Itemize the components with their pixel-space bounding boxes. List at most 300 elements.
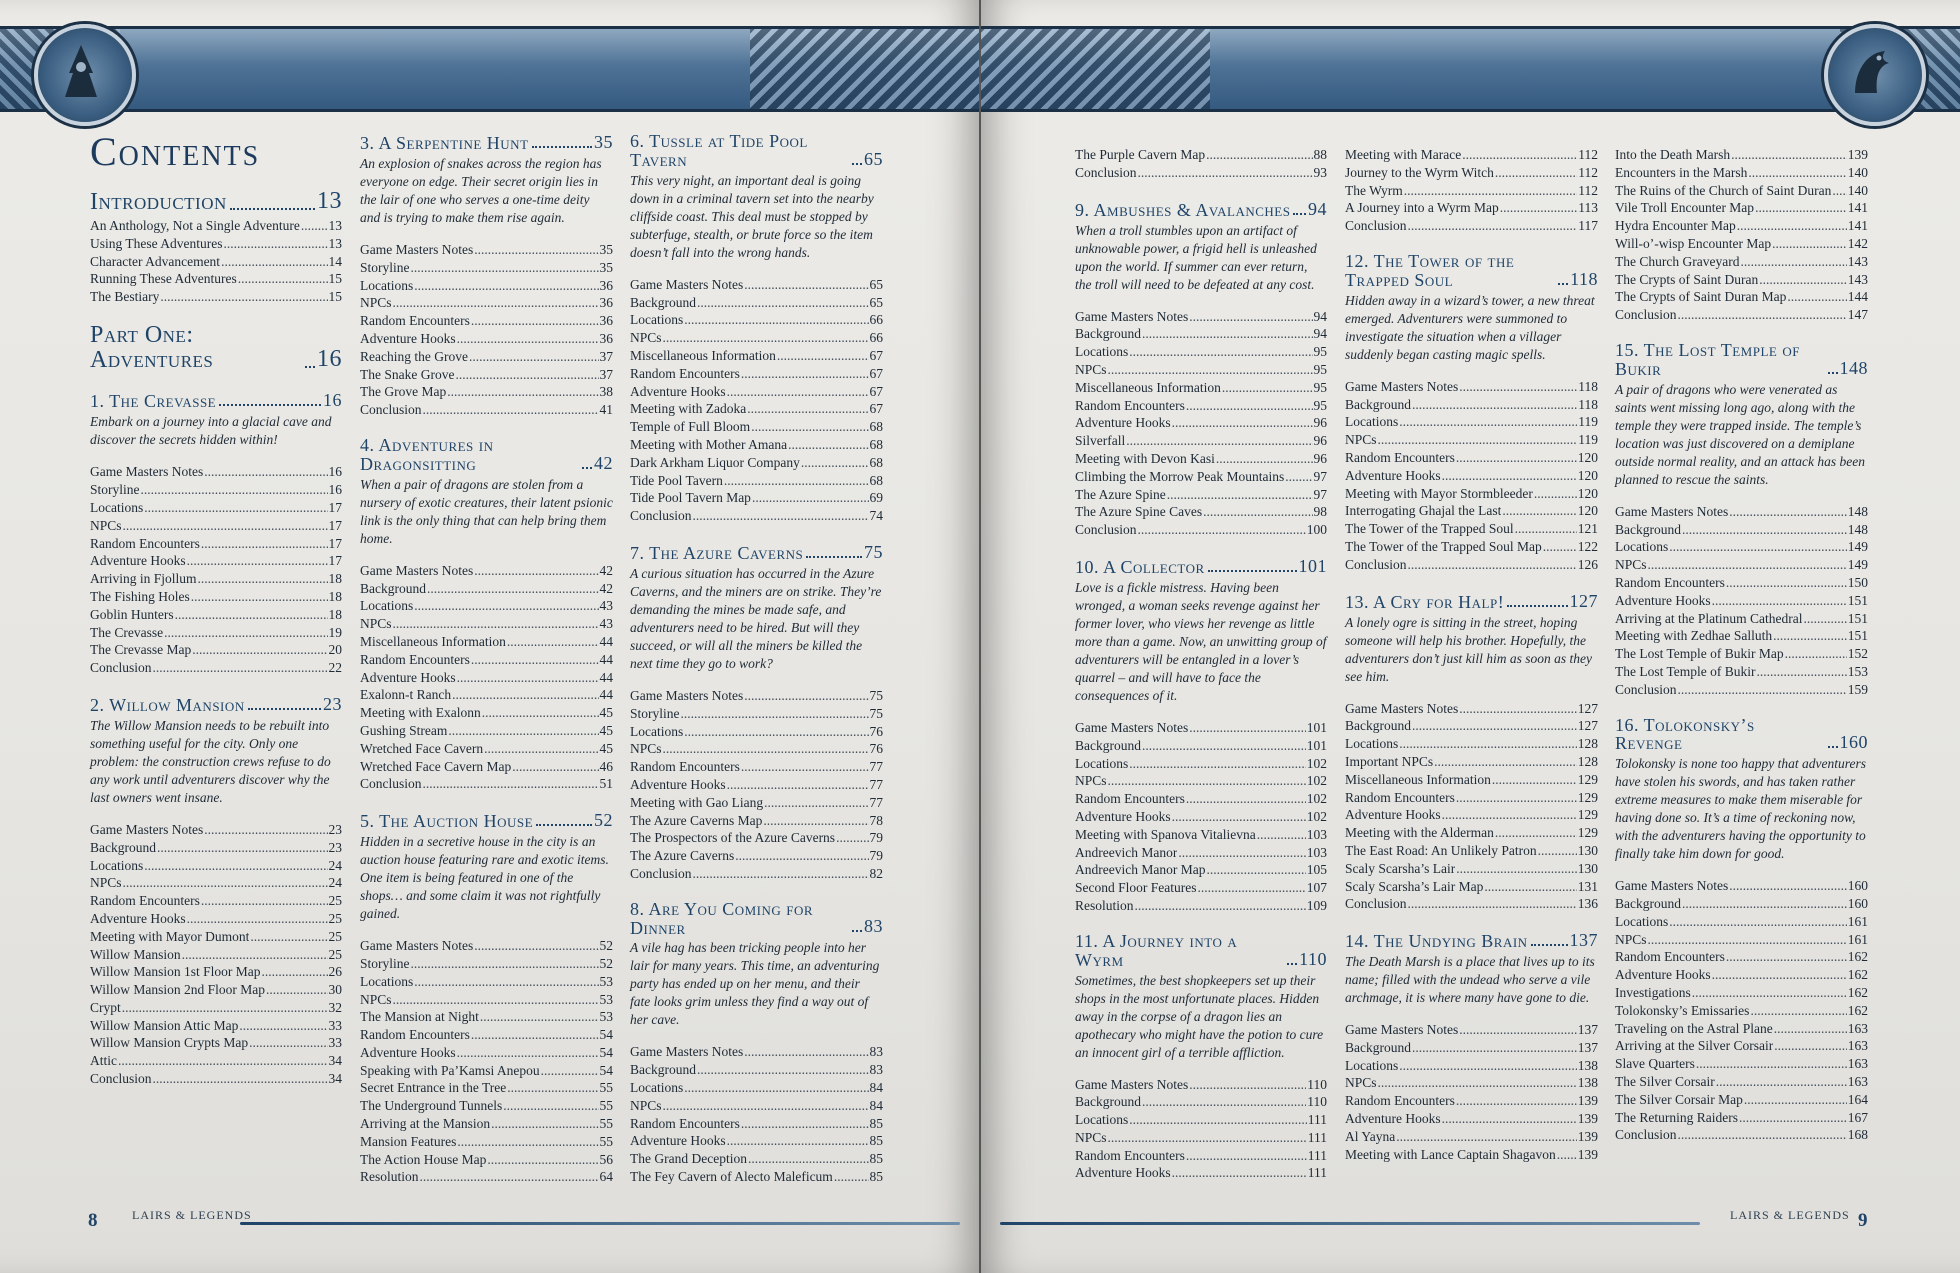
toc-entry[interactable]	[1615, 1037, 1868, 1055]
toc-entry[interactable]	[360, 651, 613, 669]
toc-entry[interactable]	[1615, 1020, 1868, 1038]
toc-entry[interactable]	[1615, 1073, 1868, 1091]
dot-leader	[411, 259, 599, 277]
dot-leader	[414, 597, 598, 615]
toc-entry[interactable]	[630, 472, 883, 490]
toc-entry[interactable]	[1075, 879, 1327, 897]
dot-leader	[1712, 592, 1847, 610]
toc-entry[interactable]	[1345, 753, 1598, 771]
toc-entry[interactable]	[630, 1168, 883, 1186]
toc-entry[interactable]	[1345, 860, 1598, 878]
entry-page: 129	[1577, 789, 1598, 805]
entry-page: 118	[1578, 378, 1598, 394]
toc-entry[interactable]	[1615, 235, 1868, 253]
toc-column	[90, 129, 342, 1105]
dot-leader	[1740, 253, 1846, 271]
entry-title: A Journey into a Wyrm Map	[1345, 200, 1499, 216]
toc-entry[interactable]	[1075, 790, 1327, 808]
dot-leader	[1459, 378, 1577, 396]
dot-leader	[204, 821, 327, 839]
entry-title: Adventure Hooks	[1075, 808, 1171, 824]
toc-entry[interactable]	[90, 606, 342, 624]
dot-leader	[1459, 1021, 1577, 1039]
toc-entry[interactable]	[1615, 1002, 1868, 1020]
toc-entry[interactable]	[90, 892, 342, 910]
toc-entry[interactable]	[1615, 521, 1868, 539]
toc-entry[interactable]	[1075, 1093, 1327, 1111]
entry-page: 167	[1847, 1109, 1868, 1125]
toc-entry[interactable]	[360, 1115, 613, 1133]
toc-entry[interactable]	[1075, 1147, 1327, 1165]
toc-entry[interactable]	[1075, 826, 1327, 844]
toc-entry[interactable]	[1345, 1074, 1598, 1092]
toc-entry[interactable]	[1075, 1111, 1327, 1129]
toc-entry[interactable]	[1075, 1129, 1327, 1147]
toc-entry[interactable]	[630, 1097, 883, 1115]
toc-entry[interactable]	[1345, 806, 1598, 824]
entry-title: Conclusion	[1345, 218, 1407, 234]
toc-entry[interactable]	[1075, 1076, 1327, 1094]
toc-entry[interactable]	[630, 294, 883, 312]
toc-entry[interactable]	[90, 535, 342, 553]
toc-entry[interactable]	[90, 624, 342, 642]
section-heading[interactable]	[1345, 930, 1598, 951]
toc-entry[interactable]	[90, 999, 342, 1017]
dot-leader	[1108, 361, 1313, 379]
toc-entry[interactable]	[1075, 861, 1327, 879]
toc-entry[interactable]	[1075, 521, 1327, 539]
toc-entry[interactable]	[1615, 503, 1868, 521]
toc-entry[interactable]	[360, 722, 613, 740]
section-heading[interactable]	[360, 132, 613, 153]
toc-entry[interactable]	[630, 1150, 883, 1168]
toc-entry[interactable]	[630, 365, 883, 383]
toc-entry[interactable]	[1345, 413, 1598, 431]
toc-entry[interactable]	[1345, 878, 1598, 896]
toc-column	[360, 132, 613, 1203]
toc-entry[interactable]	[1615, 288, 1868, 306]
toc-entry[interactable]	[90, 928, 342, 946]
section-heading[interactable]	[90, 390, 342, 411]
section-heading[interactable]	[630, 900, 883, 938]
entry-page: 54	[599, 1044, 613, 1060]
section-heading[interactable]	[1075, 199, 1327, 220]
toc-entry[interactable]	[90, 588, 342, 606]
toc-entry[interactable]	[1615, 182, 1868, 200]
toc-entry[interactable]	[1615, 627, 1868, 645]
toc-entry[interactable]	[630, 276, 883, 294]
entry-title: Adventure Hooks	[1075, 415, 1171, 431]
entry-list	[630, 276, 883, 525]
toc-entry[interactable]	[1345, 1039, 1598, 1057]
toc-entry[interactable]	[90, 235, 342, 253]
toc-entry[interactable]	[1345, 771, 1598, 789]
toc-entry[interactable]	[630, 847, 883, 865]
toc-entry[interactable]	[1615, 895, 1868, 913]
section-heading[interactable]	[90, 188, 342, 215]
toc-entry[interactable]	[1075, 414, 1327, 432]
toc-entry[interactable]	[1075, 308, 1327, 326]
toc-entry[interactable]	[1345, 735, 1598, 753]
toc-entry[interactable]	[1075, 503, 1327, 521]
toc-entry[interactable]	[1615, 199, 1868, 217]
toc-entry[interactable]	[1615, 663, 1868, 681]
entry-title: The Church Graveyard	[1615, 253, 1740, 269]
toc-entry[interactable]	[360, 366, 613, 384]
toc-entry[interactable]	[1075, 450, 1327, 468]
toc-entry[interactable]	[360, 615, 613, 633]
entry-page: 46	[599, 758, 613, 774]
toc-entry[interactable]	[1345, 700, 1598, 718]
toc-entry[interactable]	[630, 1115, 883, 1133]
toc-entry[interactable]	[90, 857, 342, 875]
dot-leader	[141, 481, 328, 499]
toc-entry[interactable]	[1075, 468, 1327, 486]
toc-entry[interactable]	[1615, 1126, 1868, 1144]
toc-entry[interactable]	[1075, 325, 1327, 343]
toc-entry[interactable]	[1345, 146, 1598, 164]
toc-entry[interactable]	[360, 973, 613, 991]
toc-entry[interactable]	[1075, 808, 1327, 826]
footer-rule	[1000, 1222, 1700, 1225]
toc-entry[interactable]	[90, 1017, 342, 1035]
toc-entry[interactable]	[360, 1044, 613, 1062]
toc-entry[interactable]	[90, 270, 342, 288]
entry-title: Arriving at the Silver Corsair	[1615, 1038, 1774, 1054]
toc-entry[interactable]	[360, 1008, 613, 1026]
footer-book-title: LAIRS & LEGENDS	[132, 1208, 252, 1222]
toc-entry[interactable]	[360, 704, 613, 722]
toc-entry[interactable]	[1075, 1164, 1327, 1182]
toc-entry[interactable]	[1075, 361, 1327, 379]
toc-entry[interactable]	[1345, 1092, 1598, 1110]
toc-entry[interactable]	[630, 1079, 883, 1097]
toc-entry[interactable]	[1615, 538, 1868, 556]
toc-entry[interactable]	[360, 312, 613, 330]
toc-entry[interactable]	[90, 659, 342, 677]
toc-entry[interactable]	[1345, 467, 1598, 485]
toc-entry[interactable]	[360, 991, 613, 1009]
toc-entry[interactable]	[1615, 146, 1868, 164]
toc-entry[interactable]	[630, 329, 883, 347]
toc-entry[interactable]	[1345, 1110, 1598, 1128]
toc-entry[interactable]	[360, 937, 613, 955]
section-page: 35	[594, 132, 613, 152]
entry-title: NPCs	[630, 330, 662, 346]
toc-entry[interactable]	[360, 1062, 613, 1080]
toc-entry[interactable]	[90, 963, 342, 981]
toc-entry[interactable]	[360, 1133, 613, 1151]
toc-entry[interactable]	[1345, 217, 1598, 235]
toc-entry[interactable]	[1615, 645, 1868, 663]
entry-title: Background	[1345, 396, 1411, 412]
toc-entry[interactable]	[1075, 897, 1327, 915]
toc-entry[interactable]	[90, 910, 342, 928]
toc-entry[interactable]	[630, 794, 883, 812]
toc-entry[interactable]	[1615, 1091, 1868, 1109]
entry-title: Game Masters Notes	[360, 938, 474, 954]
toc-entry[interactable]	[90, 253, 342, 271]
dot-leader	[1543, 538, 1577, 556]
dot-leader	[482, 704, 599, 722]
toc-entry[interactable]	[1345, 199, 1598, 217]
toc-entry[interactable]	[360, 1079, 613, 1097]
toc-entry[interactable]	[1345, 182, 1598, 200]
toc-entry[interactable]	[630, 865, 883, 883]
toc-entry[interactable]	[1345, 396, 1598, 414]
toc-entry[interactable]	[630, 687, 883, 705]
toc-entry[interactable]	[1345, 842, 1598, 860]
toc-entry[interactable]	[1075, 719, 1327, 737]
toc-entry[interactable]	[360, 1168, 613, 1186]
toc-entry[interactable]	[360, 277, 613, 295]
toc-entry[interactable]	[360, 686, 613, 704]
toc-entry[interactable]	[1345, 824, 1598, 842]
toc-entry[interactable]	[90, 481, 342, 499]
toc-entry[interactable]	[1345, 895, 1598, 913]
top-banner-right	[980, 26, 1960, 112]
dot-leader	[532, 146, 592, 148]
entry-title: Resolution	[1075, 897, 1134, 913]
toc-entry[interactable]	[1345, 1021, 1598, 1039]
toc-entry[interactable]	[1615, 217, 1868, 235]
toc-entry[interactable]	[1615, 966, 1868, 984]
entry-title: Adventure Hooks	[630, 776, 726, 792]
toc-entry[interactable]	[1615, 306, 1868, 324]
toc-entry[interactable]	[1615, 877, 1868, 895]
toc-entry[interactable]	[1615, 931, 1868, 949]
toc-entry[interactable]	[1075, 146, 1327, 164]
toc-entry[interactable]	[360, 330, 613, 348]
section-heading[interactable]	[1615, 716, 1868, 754]
toc-entry[interactable]	[630, 776, 883, 794]
entry-page: 162	[1847, 985, 1868, 1001]
toc-entry[interactable]	[630, 723, 883, 741]
toc-entry[interactable]	[1345, 378, 1598, 396]
toc-entry[interactable]	[1615, 271, 1868, 289]
toc-entry[interactable]	[1615, 913, 1868, 931]
toc-entry[interactable]	[1345, 1146, 1598, 1164]
section-heading[interactable]	[1075, 556, 1327, 577]
section-title: 13. A Cry for Halp!	[1345, 591, 1505, 612]
section-heading[interactable]	[90, 694, 342, 715]
toc-entry[interactable]	[630, 489, 883, 507]
toc-entry[interactable]	[1075, 844, 1327, 862]
section-heading[interactable]	[90, 323, 342, 373]
entry-title: Willow Mansion Crypts Map	[90, 1035, 249, 1051]
toc-entry[interactable]	[1345, 485, 1598, 503]
toc-entry[interactable]	[90, 981, 342, 999]
toc-entry[interactable]	[90, 821, 342, 839]
toc-entry[interactable]	[1615, 610, 1868, 628]
toc-entry[interactable]	[630, 400, 883, 418]
toc-entry[interactable]	[90, 517, 342, 535]
toc-entry[interactable]	[360, 740, 613, 758]
entry-page: 78	[869, 812, 883, 828]
toc-entry[interactable]	[360, 294, 613, 312]
toc-entry[interactable]	[1345, 556, 1598, 574]
section-page: 83	[864, 916, 883, 937]
toc-entry[interactable]	[90, 463, 342, 481]
entry-title: Locations	[360, 277, 414, 293]
toc-entry[interactable]	[360, 1151, 613, 1169]
section-heading[interactable]	[1345, 252, 1598, 290]
toc-entry[interactable]	[360, 775, 613, 793]
entry-page: 97	[1313, 468, 1327, 484]
toc-entry[interactable]	[90, 570, 342, 588]
toc-entry[interactable]	[1075, 397, 1327, 415]
toc-entry[interactable]	[630, 758, 883, 776]
toc-entry[interactable]	[1345, 789, 1598, 807]
entry-title: Conclusion	[1615, 307, 1677, 323]
toc-entry[interactable]	[90, 499, 342, 517]
entry-title: Game Masters Notes	[1075, 719, 1189, 735]
entry-page: 128	[1577, 753, 1598, 769]
toc-entry[interactable]	[1345, 1057, 1598, 1075]
entry-list	[630, 687, 883, 883]
section-heading[interactable]	[630, 542, 883, 563]
toc-entry[interactable]	[90, 641, 342, 659]
dot-leader	[1167, 486, 1313, 504]
entry-page: 43	[599, 598, 613, 614]
dot-leader	[1138, 164, 1313, 182]
toc-entry[interactable]	[360, 633, 613, 651]
toc-entry[interactable]	[630, 507, 883, 525]
toc-entry[interactable]	[630, 829, 883, 847]
toc-entry[interactable]	[1345, 449, 1598, 467]
toc-entry[interactable]	[90, 839, 342, 857]
toc-column	[1345, 132, 1598, 1180]
section-heading[interactable]	[1075, 932, 1327, 970]
toc-entry[interactable]	[1075, 432, 1327, 450]
toc-entry[interactable]	[1615, 592, 1868, 610]
toc-entry[interactable]	[630, 1061, 883, 1079]
section-heading[interactable]	[630, 132, 883, 170]
entry-title: Meeting with Exalonn	[360, 705, 481, 721]
toc-entry[interactable]	[1075, 164, 1327, 182]
toc-entry[interactable]	[360, 241, 613, 259]
dot-leader	[1828, 746, 1838, 748]
toc-entry[interactable]	[1345, 164, 1598, 182]
entry-title: The Azure Caverns	[630, 848, 735, 864]
toc-entry[interactable]	[360, 1026, 613, 1044]
toc-entry[interactable]	[1615, 948, 1868, 966]
toc-entry[interactable]	[1075, 486, 1327, 504]
toc-entry[interactable]	[360, 1097, 613, 1115]
toc-entry[interactable]	[1345, 538, 1598, 556]
dot-leader	[238, 270, 328, 288]
toc-entry[interactable]	[1615, 253, 1868, 271]
toc-entry[interactable]	[630, 436, 883, 454]
entry-title: Random Encounters	[360, 1027, 470, 1043]
toc-entry[interactable]	[1345, 431, 1598, 449]
toc-section	[90, 323, 342, 373]
toc-entry[interactable]	[630, 1043, 883, 1061]
toc-entry[interactable]	[1345, 502, 1598, 520]
toc-entry[interactable]	[630, 347, 883, 365]
toc-entry[interactable]	[630, 812, 883, 830]
entry-title: Meeting with Lance Captain Shagavon	[1345, 1146, 1556, 1162]
dot-leader	[223, 235, 327, 253]
toc-entry[interactable]	[1615, 164, 1868, 182]
toc-entry[interactable]	[90, 946, 342, 964]
toc-entry[interactable]	[90, 1052, 342, 1070]
toc-entry[interactable]	[1075, 755, 1327, 773]
entry-title: Meeting with Zedhae Salluth	[1615, 628, 1773, 644]
entry-page: 143	[1847, 271, 1868, 287]
toc-entry[interactable]	[90, 1070, 342, 1088]
toc-entry[interactable]	[1075, 379, 1327, 397]
dot-leader	[393, 615, 599, 633]
entry-title: Conclusion	[360, 776, 422, 792]
toc-entry[interactable]	[360, 562, 613, 580]
section-heading[interactable]	[360, 810, 613, 831]
section-title: Introduction	[90, 188, 227, 215]
toc-entry[interactable]	[1615, 574, 1868, 592]
entry-title: Arriving in Fjollum	[90, 571, 197, 587]
toc-entry[interactable]	[1075, 772, 1327, 790]
section-heading[interactable]	[1345, 591, 1598, 612]
toc-entry[interactable]	[1345, 520, 1598, 538]
toc-entry[interactable]	[1615, 681, 1868, 699]
toc-entry[interactable]	[1615, 984, 1868, 1002]
toc-entry[interactable]	[90, 874, 342, 892]
entry-page: 13	[328, 218, 342, 233]
toc-entry[interactable]	[360, 580, 613, 598]
toc-entry[interactable]	[360, 758, 613, 776]
toc-entry[interactable]	[360, 383, 613, 401]
toc-entry[interactable]	[630, 454, 883, 472]
toc-entry[interactable]	[1075, 343, 1327, 361]
toc-entry[interactable]	[90, 552, 342, 570]
toc-entry[interactable]	[90, 217, 342, 235]
entry-page: 98	[1313, 504, 1327, 520]
entry-page: 160	[1847, 896, 1868, 912]
toc-entry[interactable]	[90, 1034, 342, 1052]
section-heading[interactable]	[1615, 341, 1868, 379]
toc-entry[interactable]	[360, 597, 613, 615]
toc-entry[interactable]	[630, 740, 883, 758]
entry-title: Storyline	[630, 705, 680, 721]
section-heading[interactable]	[360, 436, 613, 474]
toc-entry[interactable]	[1345, 1128, 1598, 1146]
dot-leader	[1558, 283, 1568, 285]
toc-entry[interactable]	[360, 955, 613, 973]
toc-entry[interactable]	[360, 669, 613, 687]
entry-title: Adventure Hooks	[630, 383, 726, 399]
dot-leader	[471, 1026, 599, 1044]
toc-entry[interactable]	[630, 311, 883, 329]
toc-entry[interactable]	[630, 1132, 883, 1150]
toc-entry[interactable]	[1075, 737, 1327, 755]
entry-title: NPCs	[1075, 1129, 1107, 1145]
toc-entry[interactable]	[360, 259, 613, 277]
toc-entry[interactable]	[1615, 1109, 1868, 1127]
toc-entry[interactable]	[360, 401, 613, 419]
toc-entry[interactable]	[630, 418, 883, 436]
toc-entry[interactable]	[360, 348, 613, 366]
toc-entry[interactable]	[630, 705, 883, 723]
toc-entry[interactable]	[1615, 1055, 1868, 1073]
toc-entry[interactable]	[630, 383, 883, 401]
dot-leader	[1726, 574, 1847, 592]
entry-title: Al Yayna	[1345, 1128, 1396, 1144]
toc-entry[interactable]	[1345, 717, 1598, 735]
toc-entry[interactable]	[1615, 556, 1868, 574]
entry-page: 144	[1847, 289, 1868, 305]
toc-entry[interactable]	[90, 288, 342, 306]
dot-leader	[1502, 502, 1576, 520]
